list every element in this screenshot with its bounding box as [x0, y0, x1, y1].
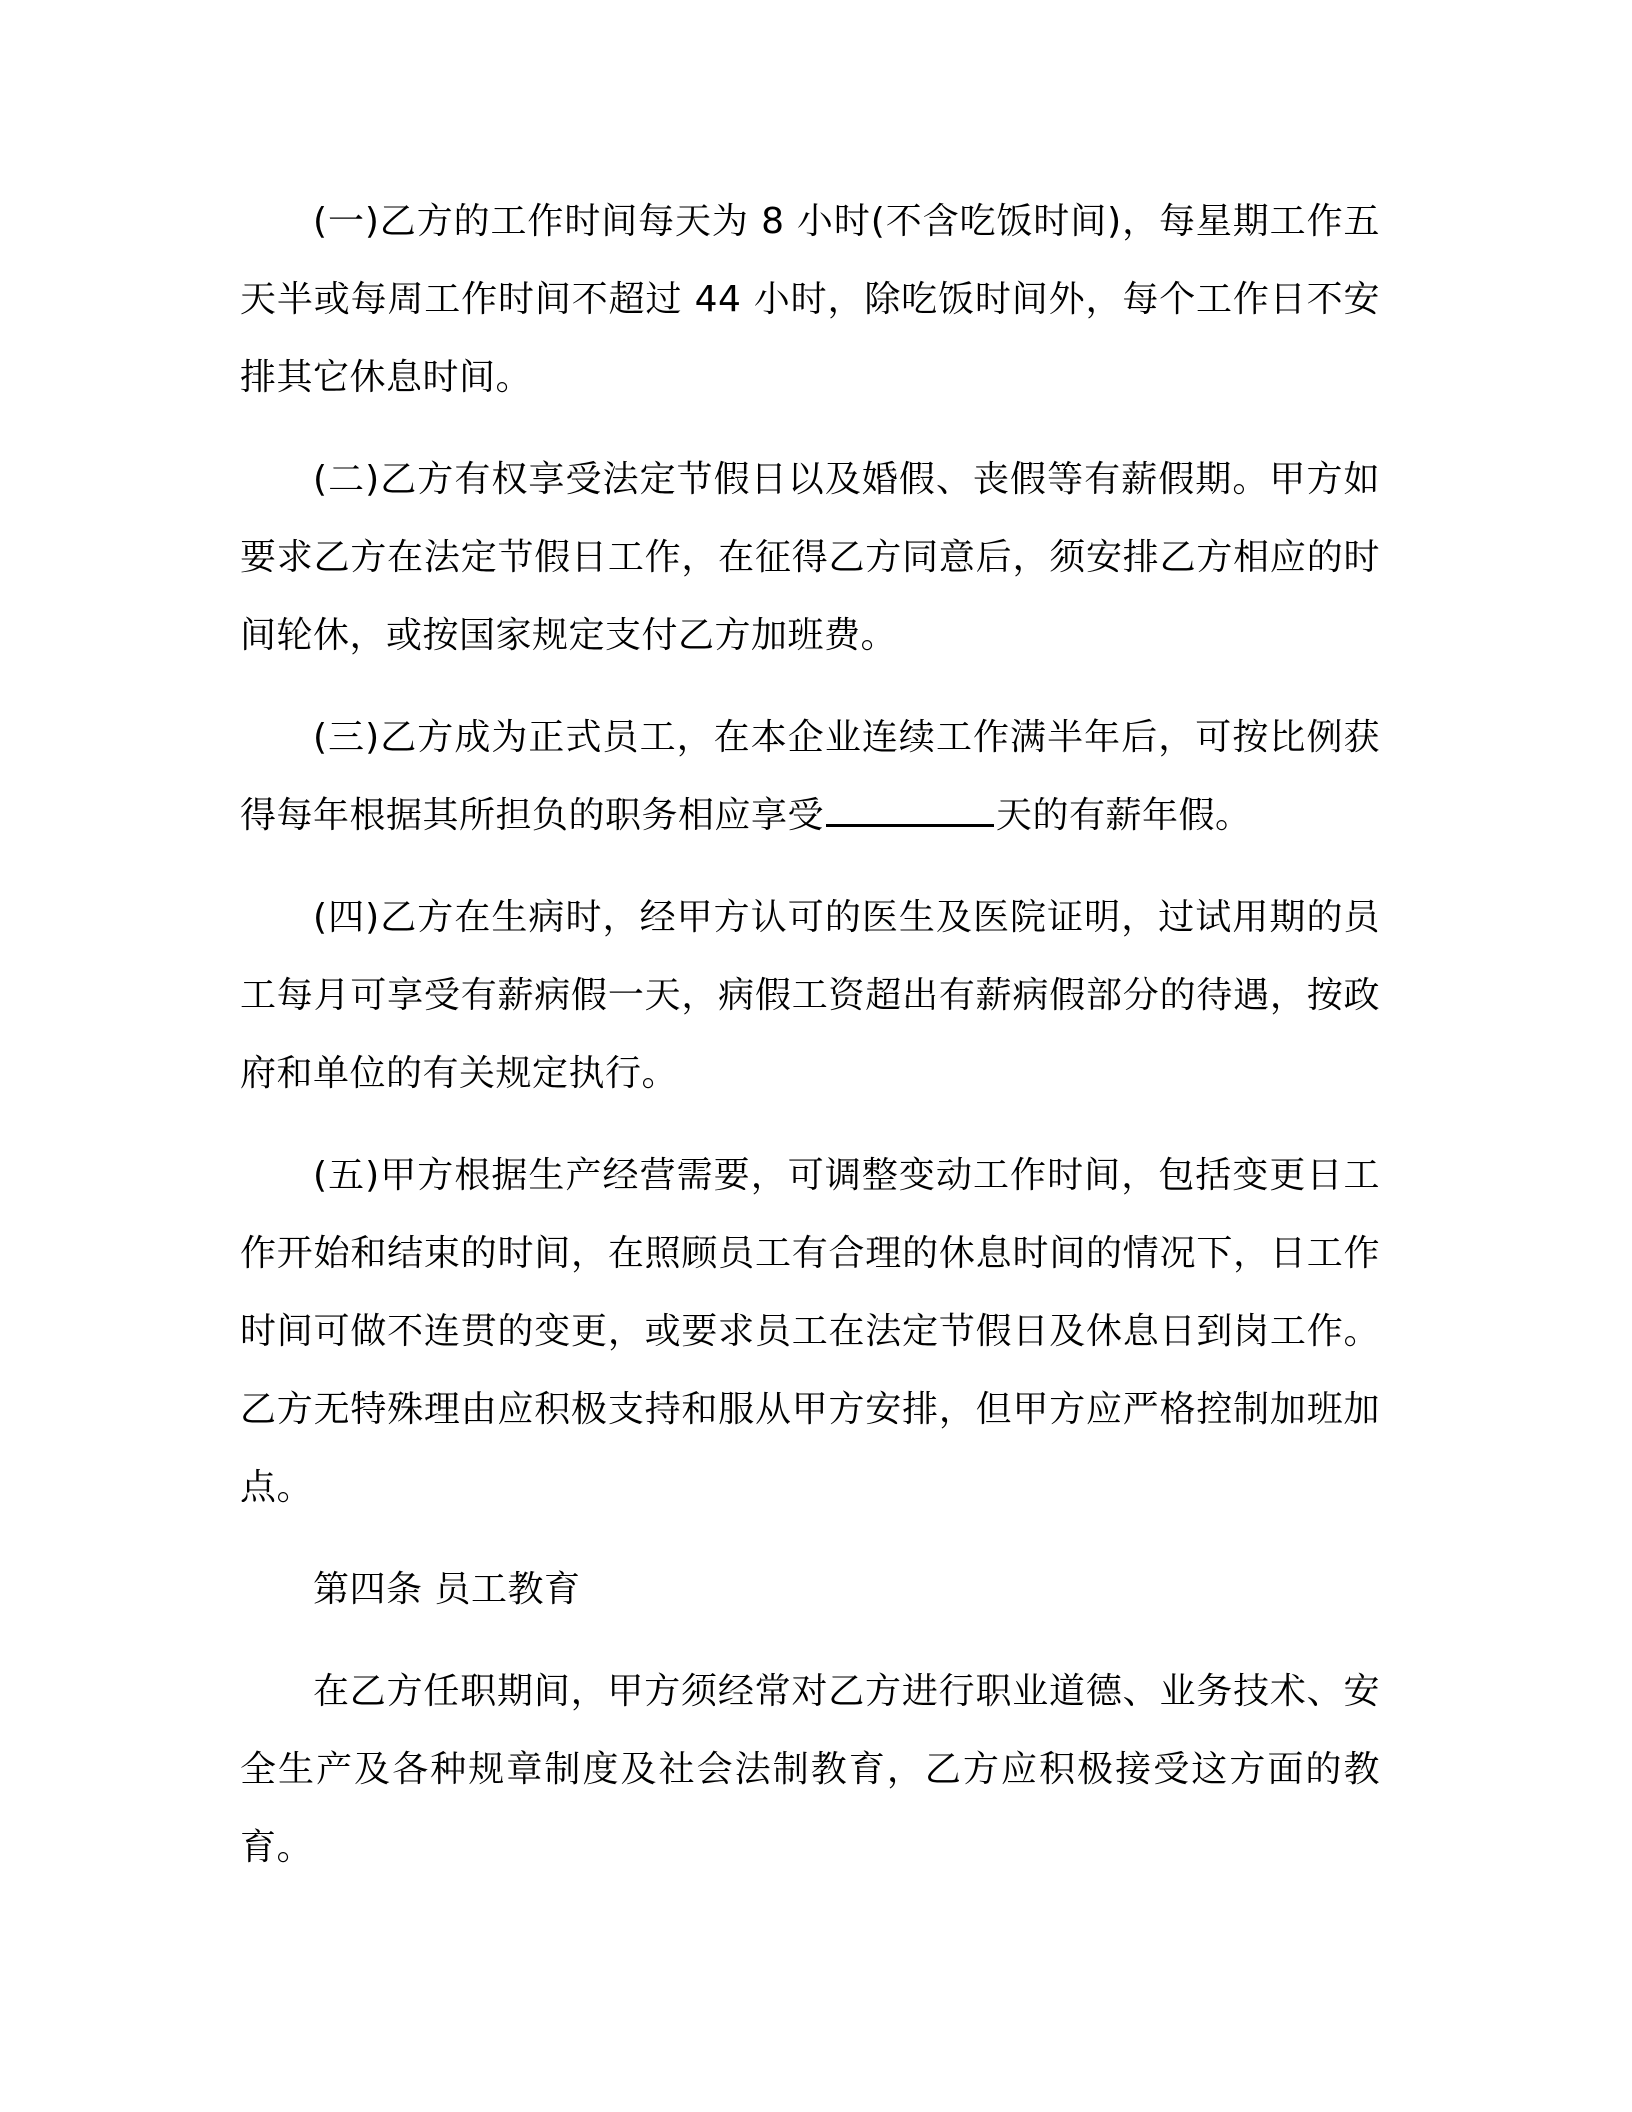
- annual-leave-text-after: 天的有薪年假。: [996, 795, 1252, 836]
- paragraph-schedule-adjustment: (五)甲方根据生产经营需要，可调整变动工作时间，包括变更日工作开始和结束的时间，在照顾员工有合理的休息时间的情况下，日工作时间可做不连贯的变更，或要求员工在法定节假日及休息日到岗工作。乙方无特殊理由应积极支持和服从甲方安排，但甲方应严格控制加班加点。: [240, 1155, 1380, 1508]
- annual-leave-text-before: (三)乙方成为正式员工，在本企业连续工作满半年后，可按比例获得每年根据其所担负的职务相应享受: [240, 717, 1380, 836]
- paragraph-sick-leave: (四)乙方在生病时，经甲方认可的医生及医院证明，过试用期的员工每月可享受有薪病假一天，病假工资超出有薪病假部分的待遇，按政府和单位的有关规定执行。: [240, 897, 1380, 1094]
- paragraph-paid-holidays: (二)乙方有权享受法定节假日以及婚假、丧假等有薪假期。甲方如要求乙方在法定节假日工作，在征得乙方同意后，须安排乙方相应的时间轮休，或按国家规定支付乙方加班费。: [240, 459, 1380, 656]
- document-body: [240, 183, 1380, 1911]
- paragraph-annual-leave: [240, 699, 1380, 855]
- annual-leave-days-blank: [826, 794, 994, 827]
- paragraph-employee-education: 在乙方任职期间，甲方须经常对乙方进行职业道德、业务技术、安全生产及各种规章制度及社会法制教育，乙方应积极接受这方面的教育。: [240, 1671, 1380, 1868]
- section-heading-employee-education: 第四条 员工教育: [313, 1569, 581, 1610]
- paragraph-working-hours: (一)乙方的工作时间每天为 8 小时(不含吃饭时间)，每星期工作五天半或每周工作时间不超过 44 小时，除吃饭时间外，每个工作日不安排其它休息时间。: [240, 201, 1380, 398]
